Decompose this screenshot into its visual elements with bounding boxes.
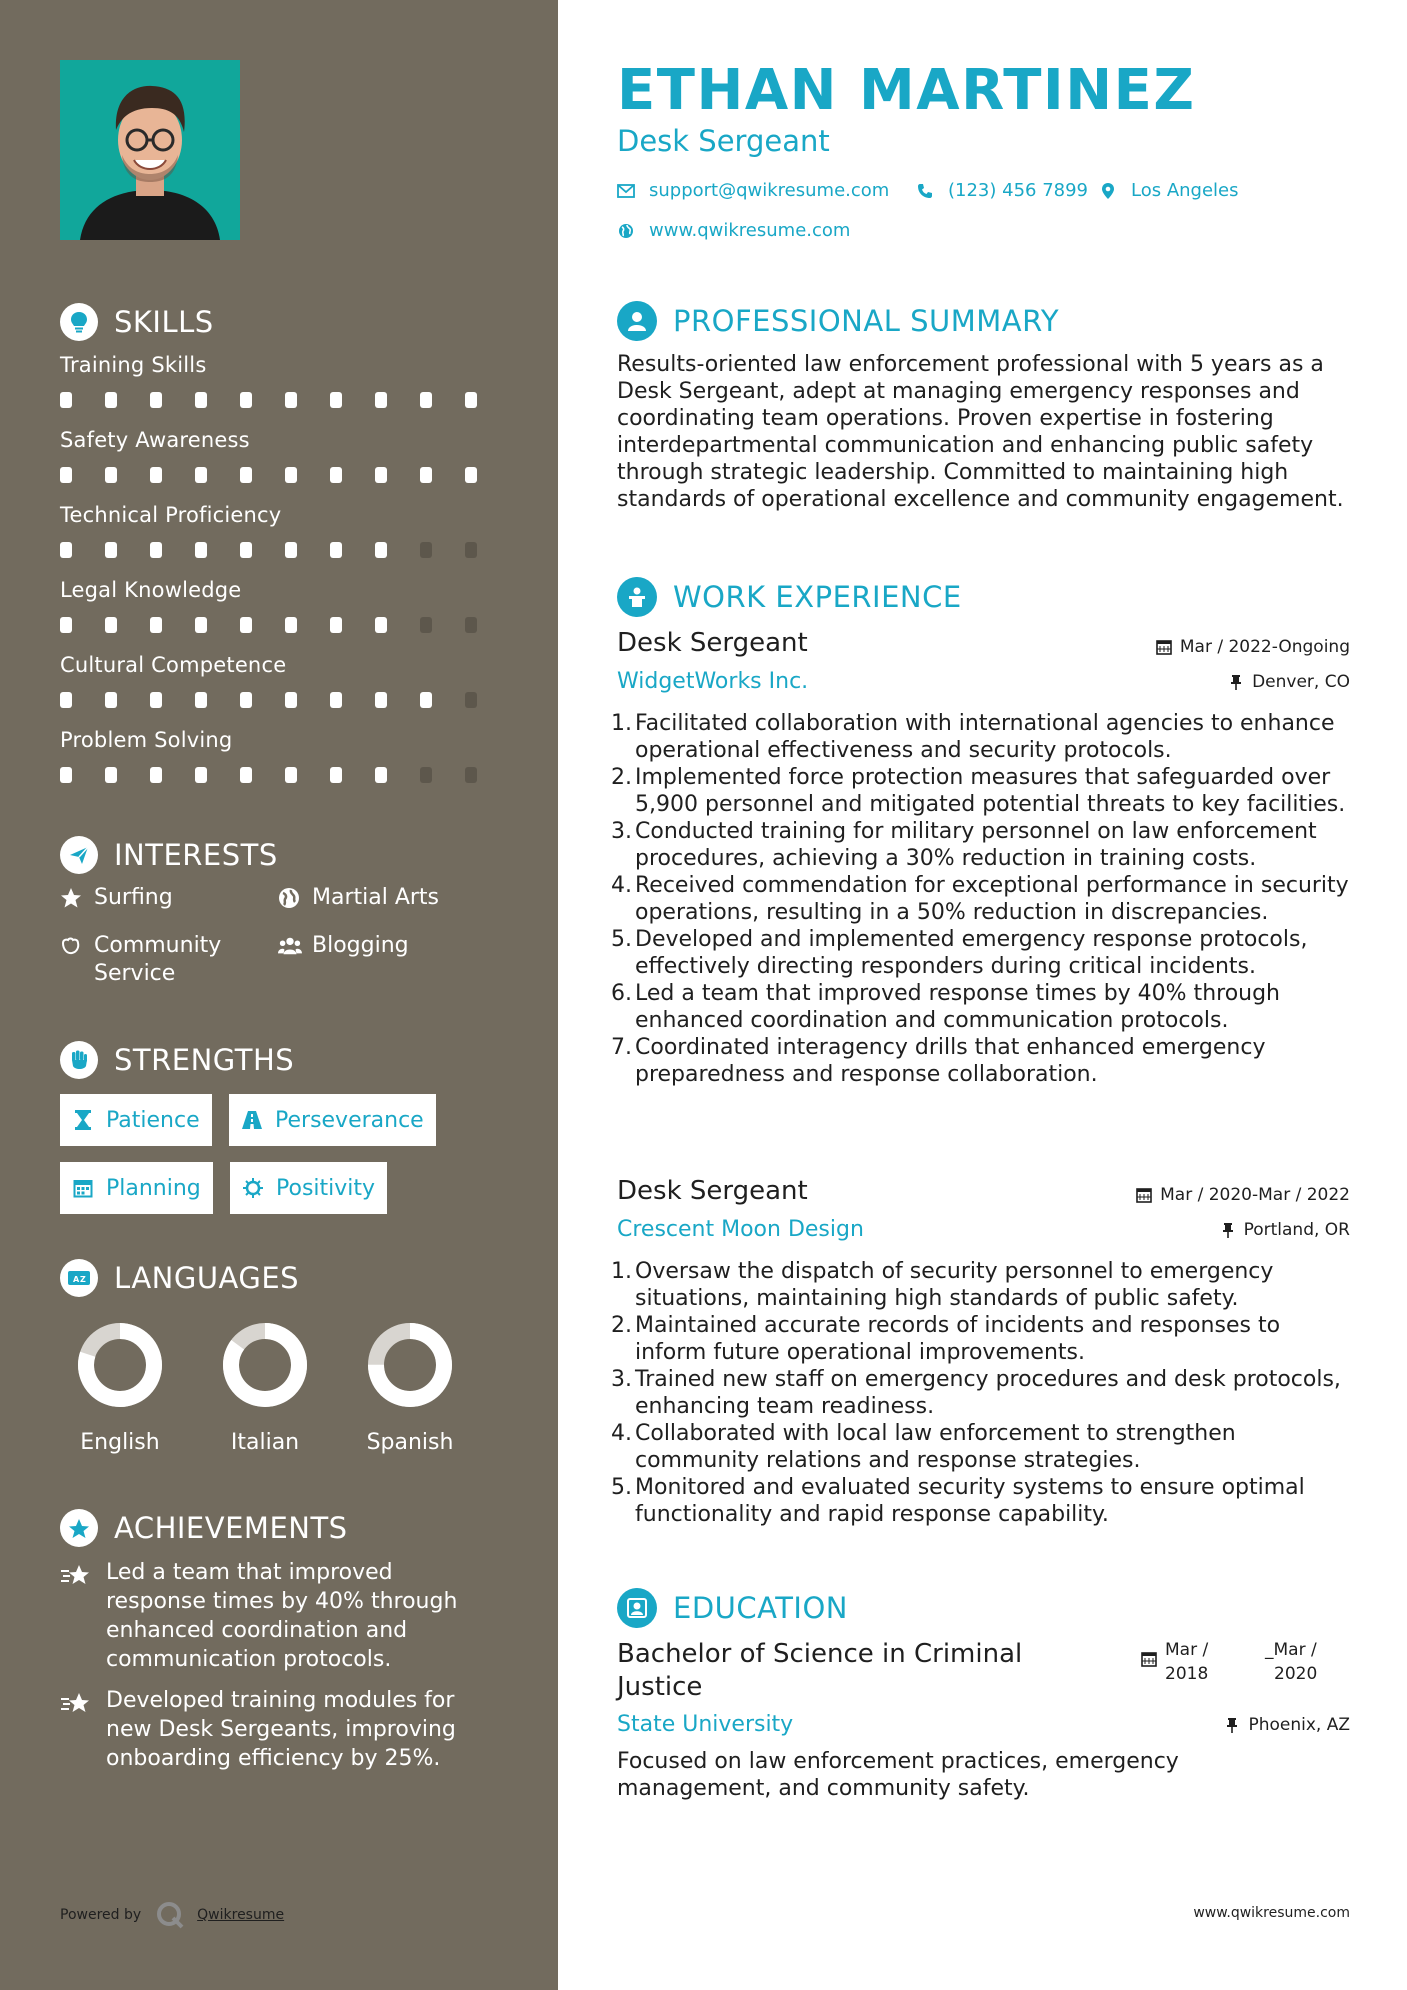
- rating-dot-filled: [60, 617, 72, 633]
- duty-text: Led a team that improved response times by 40% through enhanced coordination and communication protocols.: [635, 981, 1281, 1033]
- skill-name: Safety Awareness: [60, 428, 250, 452]
- skill-row: [60, 500, 510, 575]
- duty-item: [611, 980, 1351, 1034]
- rating-dot-filled: [195, 392, 207, 408]
- road-icon: [241, 1109, 263, 1131]
- podium-icon: [617, 577, 657, 617]
- job-dates: Mar / 2022-Ongoing: [1156, 637, 1350, 657]
- skill-row: [60, 725, 510, 800]
- language-label: English: [80, 1430, 160, 1455]
- interests-heading: [60, 835, 278, 875]
- contact-location: Los Angeles: [1099, 180, 1239, 201]
- rating-dot-filled: [330, 467, 342, 483]
- language-label: Spanish: [366, 1430, 454, 1455]
- main-content: [558, 0, 1407, 1990]
- svg-text:A: A: [73, 1275, 80, 1284]
- rating-dot-filled: [285, 392, 297, 408]
- skill-name: Cultural Competence: [60, 653, 287, 677]
- education-start: Mar / 2018: [1165, 1640, 1209, 1684]
- rating-dot-filled: [375, 692, 387, 708]
- lightbulb-icon: [60, 303, 98, 341]
- achievement-item: Developed training modules for new Desk Sergeants, improving onboarding efficiency by 25%.: [60, 1686, 480, 1773]
- contact-website[interactable]: www.qwikresume.com: [617, 220, 850, 241]
- interest-item: Martial Arts: [278, 884, 439, 912]
- skill-rating: [60, 467, 510, 483]
- job-company: Crescent Moon Design: [617, 1217, 864, 1242]
- section-title: LANGUAGES: [114, 1261, 300, 1295]
- rating-dot-filled: [150, 467, 162, 483]
- duty-text: Collaborated with local law enforcement to strengthen community relations and response strategies.: [635, 1421, 1236, 1473]
- summary-text: Results-oriented law enforcement professional with 5 years as a Desk Sergeant, adept at managing emergency responses and coordinating team operations. Proven expertise in fostering interdepartmental communication and enhancing public safety through strategic leadership. Committed to maintaining high standards of operational excellence and community engagement.: [617, 352, 1344, 512]
- rating-dot-filled: [330, 692, 342, 708]
- rating-dot-filled: [465, 392, 477, 408]
- trophy-star-icon: [60, 1509, 98, 1547]
- graduation-icon: [617, 1588, 657, 1628]
- language-ring: [365, 1320, 455, 1410]
- duty-text: Facilitated collaboration with international agencies to enhance operational effectiveness and security protocols.: [635, 711, 1335, 763]
- duty-item: [611, 1258, 1351, 1312]
- paper-plane-icon: [60, 836, 98, 874]
- section-title: EDUCATION: [673, 1591, 849, 1625]
- job-duties: [611, 710, 1351, 1088]
- rating-dot-empty: [420, 767, 432, 783]
- job-location: Portland, OR: [1220, 1220, 1350, 1240]
- list-number: 1.: [611, 1259, 632, 1284]
- skill-rating: [60, 692, 510, 708]
- rating-dot-filled: [285, 467, 297, 483]
- skill-rating: [60, 617, 510, 633]
- rating-dot-filled: [105, 617, 117, 633]
- interest-item: Community Service: [60, 932, 260, 988]
- person-avatar-icon: [60, 60, 240, 240]
- rating-dot-filled: [195, 692, 207, 708]
- rating-dot-filled: [195, 542, 207, 558]
- education-description: Focused on law enforcement practices, emergency management, and community safety.: [617, 1749, 1179, 1801]
- rating-dot-filled: [330, 542, 342, 558]
- section-title: STRENGTHS: [114, 1043, 295, 1077]
- list-number: 4.: [611, 873, 632, 898]
- list-number: 2.: [611, 765, 632, 790]
- duty-item: [611, 1312, 1351, 1366]
- rating-dot-empty: [465, 692, 477, 708]
- skills-heading: [60, 302, 214, 342]
- duty-item: [611, 1474, 1351, 1528]
- skill-name: Problem Solving: [60, 728, 233, 752]
- school-name: State University: [617, 1712, 794, 1737]
- rating-dot-filled: [375, 767, 387, 783]
- rating-dot-filled: [105, 467, 117, 483]
- rating-dot-filled: [60, 767, 72, 783]
- list-number: 1.: [611, 711, 632, 736]
- rating-dot-filled: [240, 392, 252, 408]
- sun-icon: [242, 1177, 264, 1199]
- pushpin-icon: [1224, 1717, 1240, 1733]
- svg-text:Z: Z: [80, 1275, 86, 1284]
- calendar-icon: [1141, 1650, 1157, 1686]
- rating-dot-filled: [285, 542, 297, 558]
- rating-dot-filled: [60, 692, 72, 708]
- education-end: _Mar / 2020: [1265, 1640, 1318, 1684]
- fist-icon: [60, 1041, 98, 1079]
- shooting-star-icon: [60, 1690, 94, 1773]
- rating-dot-filled: [285, 767, 297, 783]
- rating-dot-filled: [285, 617, 297, 633]
- duty-item: [611, 710, 1351, 764]
- job-dates: Mar / 2020-Mar / 2022: [1136, 1185, 1350, 1205]
- section-title: SKILLS: [114, 305, 214, 339]
- calendar-icon: [1156, 639, 1172, 655]
- rating-dot-empty: [420, 542, 432, 558]
- users-icon: [278, 932, 302, 960]
- duty-text: Maintained accurate records of incidents and responses to inform future operational improvements.: [635, 1313, 1281, 1365]
- skill-rating: [60, 767, 510, 783]
- skill-row: [60, 575, 510, 650]
- job-title: Desk Sergeant: [617, 628, 808, 658]
- rating-dot-filled: [150, 542, 162, 558]
- language-item: [350, 1320, 470, 1455]
- summary-heading: [617, 301, 1059, 341]
- skill-name: Legal Knowledge: [60, 578, 242, 602]
- list-number: 7.: [611, 1035, 632, 1060]
- language-label: Italian: [230, 1430, 300, 1455]
- rating-dot-filled: [240, 617, 252, 633]
- language-item: [205, 1320, 325, 1455]
- duty-item: [611, 1420, 1351, 1474]
- star-icon: [60, 884, 84, 912]
- rating-dot-filled: [150, 767, 162, 783]
- duty-item: [611, 926, 1351, 980]
- rating-dot-filled: [420, 392, 432, 408]
- duty-text: Monitored and evaluated security systems to ensure optimal functionality and rapid response capability.: [635, 1475, 1305, 1527]
- pushpin-icon: [1220, 1222, 1236, 1238]
- powered-by: Powered by Qwikresume: [60, 1900, 284, 1930]
- sidebar: [0, 0, 558, 1990]
- rating-dot-filled: [105, 542, 117, 558]
- section-title: INTERESTS: [114, 838, 278, 872]
- envelope-icon: [617, 182, 635, 200]
- duty-text: Developed and implemented emergency response protocols, effectively directing responders during critical incidents.: [635, 927, 1308, 979]
- map-pin-icon: [1099, 182, 1117, 200]
- strength-chip: Positivity: [230, 1162, 387, 1214]
- duty-item: [611, 1366, 1351, 1420]
- hourglass-icon: [72, 1109, 94, 1131]
- languages-heading: [60, 1258, 299, 1298]
- language-ring: [75, 1320, 165, 1410]
- rating-dot-filled: [60, 467, 72, 483]
- skill-row: [60, 350, 510, 425]
- rating-dot-filled: [465, 467, 477, 483]
- contact-phone[interactable]: (123) 456 7899: [916, 180, 1088, 201]
- rating-dot-filled: [105, 767, 117, 783]
- interest-item: Blogging: [278, 932, 409, 960]
- experience-heading: [617, 577, 962, 617]
- rating-dot-empty: [420, 617, 432, 633]
- rating-dot-empty: [465, 617, 477, 633]
- rating-dot-filled: [195, 467, 207, 483]
- section-title: WORK EXPERIENCE: [673, 580, 962, 614]
- interest-item: Surfing: [60, 884, 173, 912]
- degree-title: Bachelor of Science in Criminal Justice: [617, 1639, 1023, 1702]
- duty-item: [611, 818, 1351, 872]
- achievement-item: Led a team that improved response times by 40% through enhanced coordination and communication protocols.: [60, 1558, 480, 1674]
- user-icon: [617, 301, 657, 341]
- rating-dot-filled: [240, 467, 252, 483]
- education-location: Phoenix, AZ: [1224, 1715, 1350, 1735]
- strengths-heading: [60, 1040, 294, 1080]
- skill-row: [60, 650, 510, 725]
- job-title: Desk Sergeant: [617, 1176, 808, 1206]
- phone-icon: [916, 182, 934, 200]
- skill-name: Training Skills: [60, 353, 207, 377]
- education-dates: [1141, 1638, 1335, 1686]
- qwikresume-logo-icon: [155, 1900, 185, 1930]
- achievements-heading: [60, 1508, 348, 1548]
- shooting-star-icon: [60, 1562, 94, 1674]
- education-heading: [617, 1588, 848, 1628]
- candidate-title: Desk Sergeant: [617, 124, 830, 158]
- rating-dot-filled: [240, 692, 252, 708]
- rating-dot-filled: [150, 692, 162, 708]
- rating-dot-empty: [465, 767, 477, 783]
- rating-dot-filled: [150, 392, 162, 408]
- duty-item: [611, 1034, 1351, 1088]
- language-icon: [60, 1259, 98, 1297]
- skill-name: Technical Proficiency: [60, 503, 282, 527]
- rating-dot-filled: [420, 467, 432, 483]
- language-ring: [220, 1320, 310, 1410]
- qwikresume-link[interactable]: Qwikresume: [197, 1907, 285, 1923]
- skill-rating: [60, 542, 510, 558]
- rating-dot-filled: [285, 692, 297, 708]
- rating-dot-filled: [375, 542, 387, 558]
- list-number: 4.: [611, 1421, 632, 1446]
- strength-chip: Perseverance: [229, 1094, 436, 1146]
- calendar-icon: [1136, 1187, 1152, 1203]
- list-number: 6.: [611, 981, 632, 1006]
- globe-icon: [278, 884, 302, 912]
- duty-text: Received commendation for exceptional performance in security operations, resulting in a 50% reduction in discrepancies.: [635, 873, 1349, 925]
- rating-dot-filled: [375, 467, 387, 483]
- job-company: WidgetWorks Inc.: [617, 669, 809, 694]
- rating-dot-filled: [150, 617, 162, 633]
- duty-item: [611, 764, 1351, 818]
- list-number: 3.: [611, 1367, 632, 1392]
- section-title: PROFESSIONAL SUMMARY: [673, 304, 1060, 338]
- rating-dot-filled: [330, 392, 342, 408]
- calendar-icon: [72, 1177, 94, 1199]
- duty-item: [611, 872, 1351, 926]
- list-number: 5.: [611, 1475, 632, 1500]
- hand-icon: [60, 932, 84, 960]
- rating-dot-filled: [60, 392, 72, 408]
- duty-text: Implemented force protection measures that safeguarded over 5,900 personnel and mitigated potential threats to key facilities.: [635, 765, 1346, 817]
- strength-chip: Planning: [60, 1162, 213, 1214]
- list-number: 3.: [611, 819, 632, 844]
- duty-text: Coordinated interagency drills that enhanced emergency preparedness and response collaboration.: [635, 1035, 1266, 1087]
- rating-dot-filled: [420, 692, 432, 708]
- rating-dot-filled: [105, 692, 117, 708]
- job-location: Denver, CO: [1228, 672, 1350, 692]
- list-number: 5.: [611, 927, 632, 952]
- profile-photo: [60, 60, 240, 240]
- footer-url[interactable]: www.qwikresume.com: [1193, 1905, 1350, 1921]
- rating-dot-filled: [240, 542, 252, 558]
- rating-dot-filled: [330, 767, 342, 783]
- globe-icon: [617, 222, 635, 240]
- duty-text: Conducted training for military personnel on law enforcement procedures, achieving a 30% reduction in training costs.: [635, 819, 1317, 871]
- skills-list: [60, 350, 510, 800]
- rating-dot-filled: [375, 617, 387, 633]
- language-item: [60, 1320, 180, 1455]
- section-title: ACHIEVEMENTS: [114, 1511, 348, 1545]
- rating-dot-filled: [60, 542, 72, 558]
- rating-dot-filled: [375, 392, 387, 408]
- strength-chip: Patience: [60, 1094, 212, 1146]
- rating-dot-filled: [105, 392, 117, 408]
- skill-rating: [60, 392, 510, 408]
- rating-dot-filled: [195, 767, 207, 783]
- pushpin-icon: [1228, 674, 1244, 690]
- rating-dot-filled: [195, 617, 207, 633]
- rating-dot-filled: [330, 617, 342, 633]
- contact-email[interactable]: support@qwikresume.com: [617, 180, 889, 201]
- rating-dot-filled: [240, 767, 252, 783]
- candidate-name: ETHAN MARTINEZ: [617, 58, 1196, 123]
- duty-text: Oversaw the dispatch of security personnel to emergency situations, maintaining high standards of public safety.: [635, 1259, 1274, 1311]
- duty-text: Trained new staff on emergency procedures and desk protocols, enhancing team readiness.: [635, 1367, 1341, 1419]
- rating-dot-empty: [465, 542, 477, 558]
- skill-row: [60, 425, 510, 500]
- list-number: 2.: [611, 1313, 632, 1338]
- job-duties: [611, 1258, 1351, 1528]
